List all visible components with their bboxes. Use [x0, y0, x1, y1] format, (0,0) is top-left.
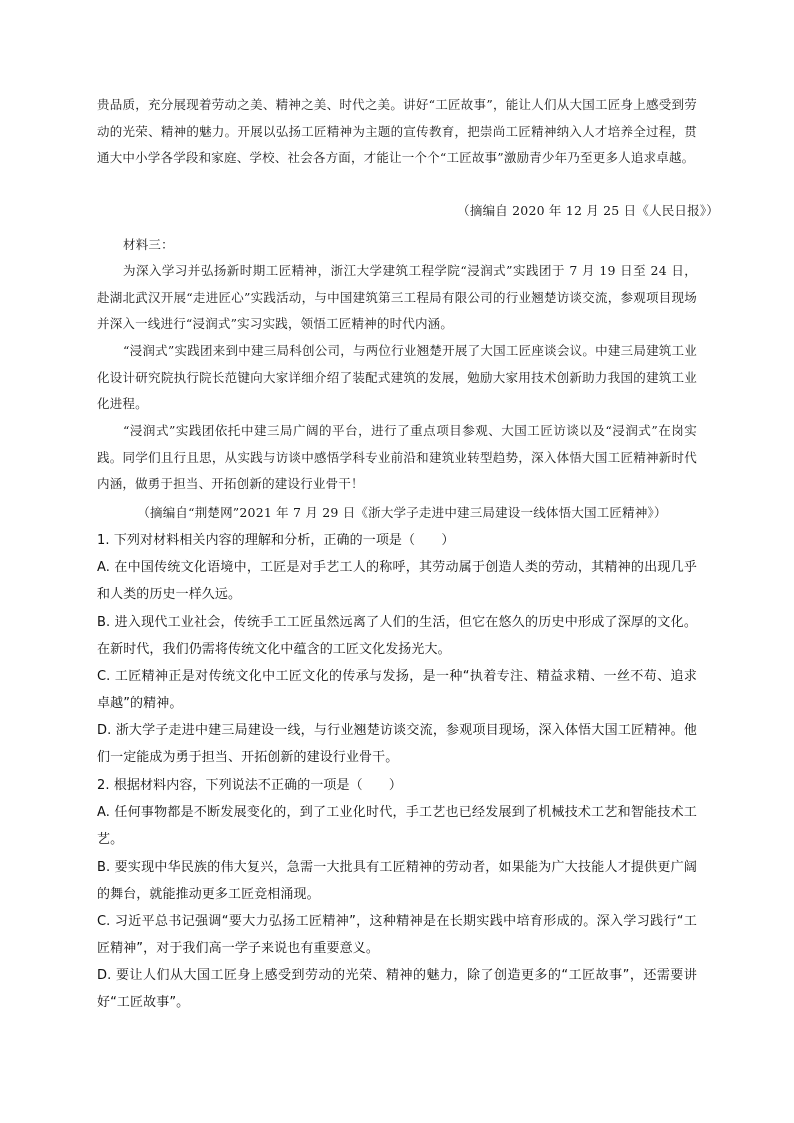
question-1-option-a: A. 在中国传统文化语境中，工匠是对手艺工人的称呼，其劳动属于创造人类的劳动，其精神的出现几乎和人类的历史一样久远。 — [97, 560, 697, 602]
question-2-option-c: C. 习近平总书记强调“要大力弘扬工匠精神”，这种精神是在长期实践中培育形成的。深入学习践行“工匠精神”，对于我们高一学子来说也有重要意义。 — [97, 914, 697, 956]
question-1-option-d: D. 浙大学子走进中建三局建设一线，与行业翘楚访谈交流，参观项目现场，深入体悟大国工匠精神。他们一定能成为勇于担当、开拓创新的建设行业骨干。 — [97, 723, 697, 765]
question-1-option-c: C. 工匠精神正是对传统文化中工匠文化的传承与发扬，是一种“执着专注、精益求精、一丝不苟、追求卓越”的精神。 — [97, 669, 697, 711]
question-2-stem: 2. 根据材料内容，下列说法不正确的一项是（ ） — [97, 778, 403, 793]
question-2-option-d: D. 要让人们从大国工匠身上感受到劳动的光荣、精神的魅力，除了创造更多的“工匠故事”，还需要讲好“工匠故事”。 — [97, 968, 697, 1010]
material3-paragraph-2: “浸润式”实践团来到中建三局科创公司，与两位行业翘楚开展了大国工匠座谈会议。中建三局建筑工业化设计研究院执行院长范键向大家详细介绍了装配式建筑的发展，勉励大家用技术创新助力我国的建筑工业化进程。 — [97, 343, 697, 411]
material2-source: （摘编自 2020 年 12 月 25 日《人民日报》） — [457, 203, 719, 218]
question-2-option-b: B. 要实现中华民族的伟大复兴，急需一大批具有工匠精神的劳动者，如果能为广大技能人才提供更广阔的舞台，就能推动更多工匠竞相涌现。 — [97, 860, 697, 902]
material3-heading: 材料三： — [123, 237, 174, 252]
question-1-option-b: B. 进入现代工业社会，传统手工工匠虽然远离了人们的生活，但它在悠久的历史中形成了深厚的文化。在新时代，我们仍需将传统文化中蕴含的工匠文化发扬光大。 — [97, 615, 697, 657]
material2-tail-paragraph: 贵品质，充分展现着劳动之美、精神之美、时代之美。讲好“工匠故事”，能让人们从大国工匠身上感受到劳动的光荣、精神的魅力。开展以弘扬工匠精神为主题的宣传教育，把崇尚工匠精神纳入人才培养全过程，贯通大中小学各学段和家庭、学校、社会各方面，才能让一个个“工匠故事”激励青少年乃至更多人追求卓越。 — [97, 97, 697, 165]
material3-paragraph-3: “浸润式”实践团依托中建三局广阔的平台，进行了重点项目参观、大国工匠访谈以及“浸润式”在岗实践。同学们且行且思，从实践与访谈中感悟学科专业前沿和建筑业转型趋势，深入体悟大国工匠精神新时代内涵，做勇于担当、开拓创新的建设行业骨干！ — [97, 423, 697, 491]
question-1-stem: 1. 下列对材料相关内容的理解和分析，正确的一项是（ ） — [97, 533, 455, 548]
question-2-option-a: A. 任何事物都是不断发展变化的，到了工业化时代，手工艺也已经发展到了机械技术工艺和智能技术工艺。 — [97, 805, 697, 847]
material3-paragraph-1: 为深入学习并弘扬新时期工匠精神，浙江大学建筑工程学院“浸润式”实践团于 7 月 19 日至 24 日，赴湖北武汉开展“走进匠心”实践活动，与中国建筑第三工程局有限公司的行业翘楚访谈交流，参观项目现场并深入一线进行“浸润式”实习实践，领悟工匠精神的时代内涵。 — [97, 263, 697, 331]
material3-source: （摘编自“荆楚网”2021 年 7 月 29 日《浙大学子走进中建三局建设一线体悟大国工匠精神》） — [137, 505, 667, 520]
